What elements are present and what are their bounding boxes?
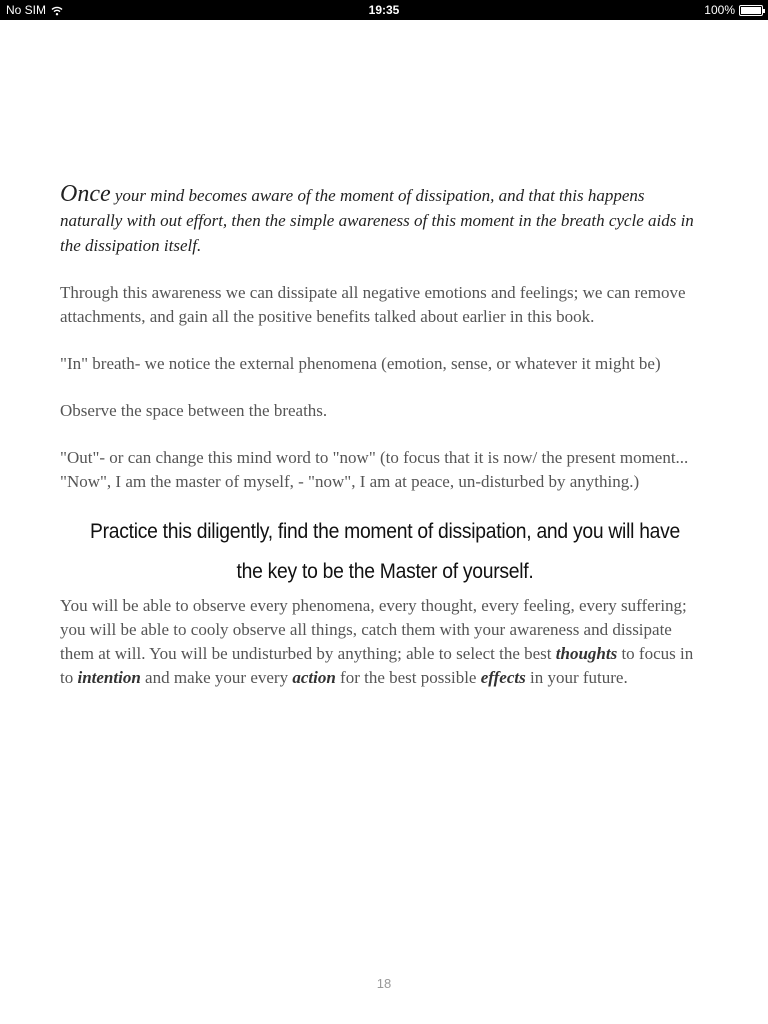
page-number: 18 (376, 976, 392, 991)
book-page (60, 182, 710, 690)
paragraph-observe-space: Observe the space between the breaths. (60, 401, 328, 420)
status-time: 19:35 (368, 3, 400, 17)
intro-paragraph (60, 182, 710, 258)
intro-text: your mind becomes aware of the moment of dissipation, and that this happens naturally with out effort, then the simple awareness of this moment in the breath cycle aids in the dissipation itself. (60, 186, 694, 255)
emphasis-effects: effects (480, 668, 526, 687)
emphasis-thoughts: thoughts (555, 644, 618, 663)
paragraph-out-breath: "Out"- or can change this mind word to "now" (to focus that it is now/ the present moment... "Now", I am the master of myself, - "now", I am at peace, un-disturbed by anything.) (60, 448, 689, 491)
status-right (704, 3, 763, 17)
emphasis-intention: intention (77, 668, 141, 687)
status-bar (0, 0, 768, 20)
carrier-label: No SIM (6, 3, 47, 17)
closing-text-5: in your future. (525, 668, 628, 687)
section-heading: Practice this diligently, find the moment of dissipation, and you will have the key to be the Master of yourself. (89, 520, 680, 583)
closing-text-1: You will be able to observe every phenomena, every thought, every feeling, every suffering; you will be able to cooly observe all things, catch them with your awareness and dissipate them at will. You will be undisturbed by anything; able to select the best (60, 596, 687, 663)
closing-text-4: for the best possible (335, 668, 481, 687)
emphasis-action: action (292, 668, 336, 687)
intro-dropcap: Once (60, 181, 111, 207)
closing-text-3: and make your every (140, 668, 293, 687)
paragraph-in-breath: "In" breath- we notice the external phenomena (emotion, sense, or whatever it might be) (60, 354, 661, 373)
closing-text-2: to focus in to (60, 644, 694, 687)
battery-percent: 100% (704, 3, 735, 17)
paragraph-closing (60, 594, 710, 690)
battery-icon (739, 5, 763, 16)
paragraph-awareness: Through this awareness we can dissipate all negative emotions and feelings; we can remove attachments, and gain all the positive benefits talked about earlier in this book. (60, 283, 686, 326)
battery-fill (741, 7, 761, 14)
